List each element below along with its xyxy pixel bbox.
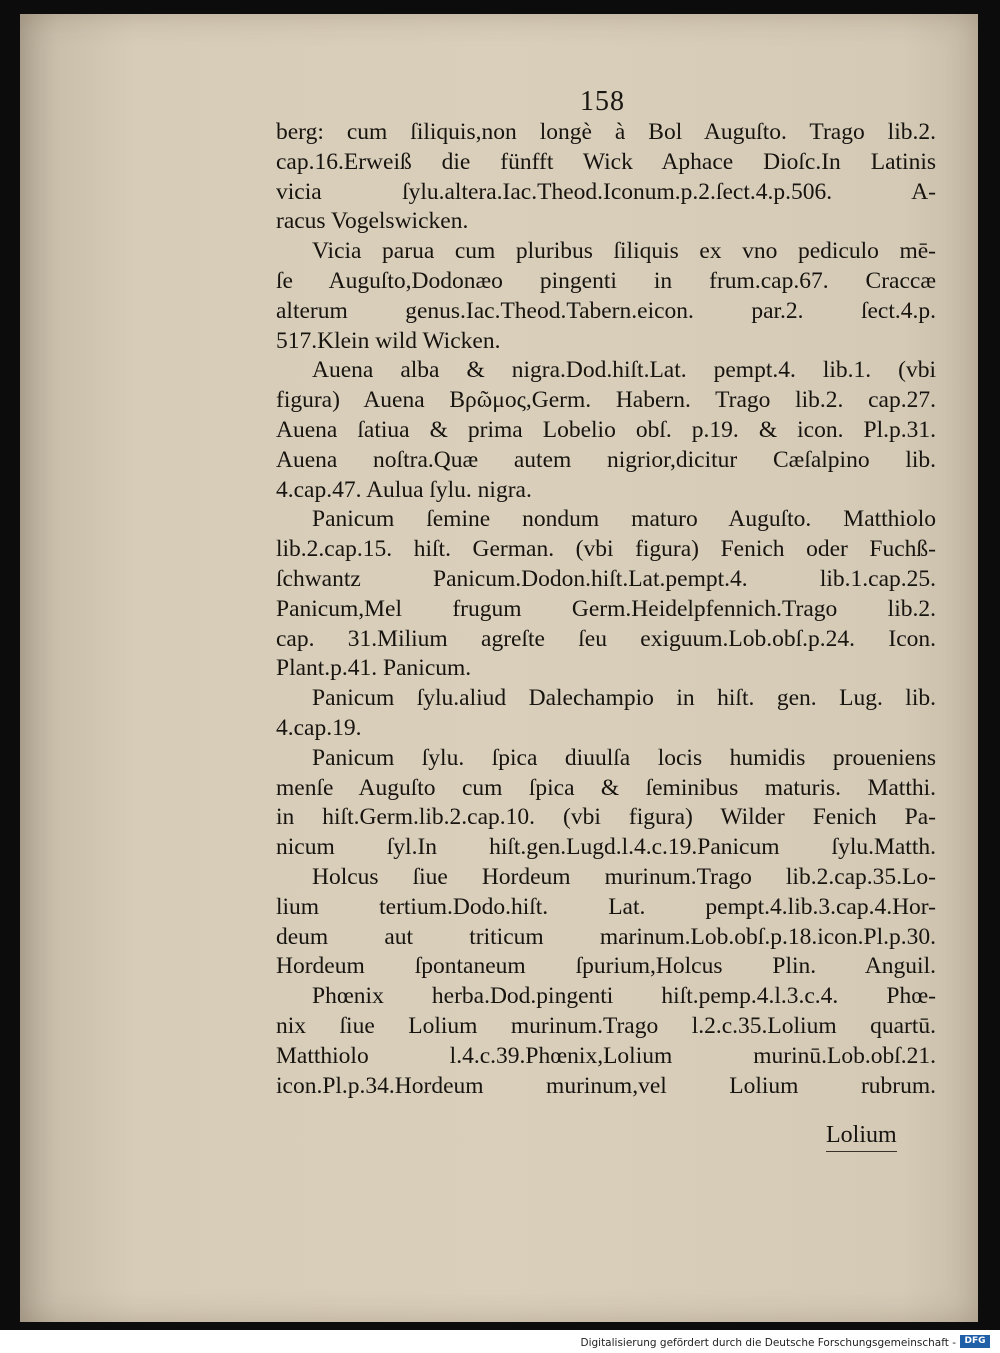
text-line: nicum ſyl.In hiſt.gen.Lugd.l.4.c.19.Panicum ſylu.Matth. xyxy=(276,834,936,861)
text-line: menſe Auguſto cum ſpica & ſeminibus maturis. Matthi. xyxy=(276,774,936,801)
text-line: Holcus ſiue Hordeum murinum.Trago lib.2.cap.35.Lo- xyxy=(312,863,936,890)
dfg-logo-icon: DFG xyxy=(960,1335,990,1348)
catchword: Lolium xyxy=(826,1122,897,1152)
text-line: figura) Auena Βρῶμος,Germ. Habern. Trago lib.2. cap.27. xyxy=(276,387,936,414)
text-line: cap. 31.Milium agreſte ſeu exiguum.Lob.obſ.p.24. Icon. xyxy=(276,625,936,652)
text-line: alterum genus.Iac.Theod.Tabern.eicon. par.2. ſect.4.p. xyxy=(276,297,936,324)
text-line: icon.Pl.p.34.Hordeum murinum,vel Lolium rubrum. xyxy=(276,1072,936,1099)
text-line: berg: cum ſiliquis,non longè à Bol Auguſto. Trago lib.2. xyxy=(276,119,936,145)
text-line: Plant.p.41. Panicum. xyxy=(276,655,472,682)
footer-credit: Digitalisierung gefördert durch die Deutsche Forschungsgemeinschaft - xyxy=(580,1337,956,1349)
text-line: 517.Klein wild Wicken. xyxy=(276,327,501,354)
text-line: in hiſt.Germ.lib.2.cap.10. (vbi figura) Wilder Fenich Pa- xyxy=(276,804,936,831)
text-line: lium tertium.Dodo.hiſt. Lat. pempt.4.lib.3.cap.4.Hor- xyxy=(276,893,936,920)
text-line: Matthiolo l.4.c.39.Phœnix,Lolium murinū.Lob.obſ.21. xyxy=(276,1042,936,1069)
text-line: deum aut triticum marinum.Lob.obſ.p.18.icon.Pl.p.30. xyxy=(276,923,936,950)
text-line: Auena alba & nigra.Dod.hiſt.Lat. pempt.4. lib.1. (vbi xyxy=(312,357,936,384)
main-text xyxy=(276,118,936,1101)
text-line: Panicum,Mel frugum Germ.Heidelpfennich.Trago lib.2. xyxy=(276,595,936,622)
page-number: 158 xyxy=(580,86,625,117)
text-line: Phœnix herba.Dod.pingenti hiſt.pemp.4.l.3.c.4. Phœ- xyxy=(312,983,936,1010)
text-line: cap.16.Erweiß die fünfft Wick Aphace Dioſc.In Latinis xyxy=(276,148,936,175)
text-line: racus Vogelswicken. xyxy=(276,208,469,235)
text-line: 4.cap.47. Aulua ſylu. nigra. xyxy=(276,476,532,503)
text-line: Hordeum ſpontaneum ſpurium,Holcus Plin. Anguil. xyxy=(276,953,936,980)
text-line: Auena noſtra.Quæ autem nigrior,dicitur Cæſalpino lib. xyxy=(276,446,936,473)
text-line: vicia ſylu.altera.Iac.Theod.Iconum.p.2.ſect.4.p.506. A- xyxy=(276,178,936,205)
text-line: Panicum ſylu. ſpica diuulſa locis humidis proueniens xyxy=(312,744,936,771)
text-line: Panicum ſylu.aliud Dalechampio in hiſt. gen. Lug. lib. xyxy=(312,685,936,712)
text-line: Vicia parua cum pluribus ſiliquis ex vno pediculo mē- xyxy=(312,238,936,265)
text-line: nix ſiue Lolium murinum.Trago l.2.c.35.Lolium quartū. xyxy=(276,1012,936,1039)
text-line: ſchwantz Panicum.Dodon.hiſt.Lat.pempt.4. lib.1.cap.25. xyxy=(276,565,936,592)
text-line: ſe Auguſto,Dodonæo pingenti in frum.cap.67. Craccæ xyxy=(276,267,936,294)
text-line: lib.2.cap.15. hiſt. German. (vbi figura) Fenich oder Fuchß- xyxy=(276,536,936,563)
text-line: 4.cap.19. xyxy=(276,714,362,741)
text-line: Auena ſatiua & prima Lobelio obſ. p.19. & icon. Pl.p.31. xyxy=(276,416,936,443)
text-line: Panicum ſemine nondum maturo Auguſto. Matthiolo xyxy=(312,506,936,533)
